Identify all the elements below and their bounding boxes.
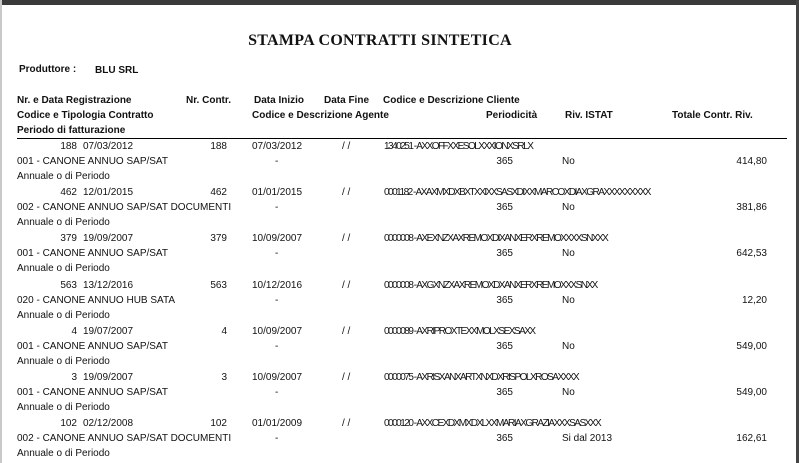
- row-data-fine: / /: [342, 372, 351, 383]
- row-agente: -: [275, 387, 279, 398]
- row-data-fine: / /: [342, 279, 351, 291]
- header-data-inizio: Data Inizio: [254, 95, 305, 106]
- row-periodicita: 365: [496, 248, 513, 260]
- row-cliente: 0000089 - AXRIPROXTEXXMOLXSEXSAXX: [384, 325, 535, 337]
- row-agente: -: [275, 433, 279, 445]
- row-contratto: 001 - CANONE ANNUO SAP/SAT: [17, 340, 168, 352]
- row-periodicita: 365: [496, 433, 513, 445]
- row-totale: 414,80: [736, 156, 767, 167]
- row-data-registrazione: 19/09/2007: [83, 372, 134, 383]
- producer-label: Produttore :: [19, 64, 77, 75]
- row-cliente: 0001182 - AXAXMXDXBXTXXIXXSASXDIXXMARCOXDIAXGRAXXXXXXXXX: [384, 187, 650, 199]
- row-totale: 549,00: [736, 340, 767, 352]
- row-riv-istat: No: [562, 387, 575, 398]
- row-totale: 12,20: [741, 294, 767, 306]
- row-periodo: Annuale o di Periodo: [17, 217, 110, 229]
- row-periodicita: 365: [496, 294, 513, 306]
- header-data-fine: Data Fine: [324, 95, 370, 106]
- row-riv-istat: No: [562, 248, 575, 260]
- row-riv-istat: No: [562, 294, 575, 306]
- header-agente: Codice e Descrizione Agente: [252, 110, 389, 121]
- header-periodo-fatturazione: Periodo di fatturazione: [17, 125, 126, 136]
- header-periodicita: Periodicità: [486, 110, 538, 121]
- row-totale: 381,86: [736, 202, 767, 214]
- row-data-inizio: 10/09/2007: [252, 325, 303, 337]
- row-periodicita: 365: [496, 387, 513, 398]
- row-riv-istat: No: [562, 340, 575, 352]
- row-contratto: 002 - CANONE ANNUO SAP/SAT DOCUMENTI: [17, 202, 232, 214]
- row-data-registrazione: 19/07/2007: [83, 325, 134, 337]
- row-nr-registrazione: 188: [60, 141, 77, 152]
- row-data-inizio: 01/01/2015: [252, 187, 303, 199]
- row-periodo: Annuale o di Periodo: [17, 402, 110, 413]
- row-totale: 642,53: [736, 248, 767, 260]
- row-periodo: Annuale o di Periodo: [17, 263, 110, 275]
- row-nr-contratto: 379: [210, 233, 227, 245]
- row-data-registrazione: 19/09/2007: [83, 233, 134, 245]
- row-periodicita: 365: [496, 202, 513, 214]
- header-nr-contr: Nr. Contr.: [186, 95, 232, 106]
- row-cliente: 1340251 - AXXOFFXXESOLXXXIONXSRLX: [384, 141, 533, 152]
- row-nr-contratto: 563: [210, 279, 227, 291]
- row-agente: -: [275, 248, 279, 260]
- row-data-inizio: 10/09/2007: [252, 233, 303, 245]
- row-nr-contratto: 462: [210, 187, 227, 199]
- row-data-registrazione: 02/12/2008: [83, 418, 134, 430]
- row-contratto: 020 - CANONE ANNUO HUB SATA: [17, 294, 175, 306]
- row-nr-contratto: 102: [210, 418, 227, 430]
- row-data-registrazione: 12/01/2015: [83, 187, 134, 199]
- row-data-fine: / /: [342, 187, 351, 199]
- row-agente: -: [275, 340, 279, 352]
- row-agente: -: [275, 156, 279, 167]
- row-data-inizio: 10/09/2007: [252, 372, 303, 383]
- row-periodo: Annuale o di Periodo: [17, 355, 110, 367]
- producer-value: BLU SRL: [95, 65, 139, 76]
- row-data-inizio: 07/03/2012: [252, 141, 303, 152]
- row-riv-istat: No: [562, 202, 575, 214]
- row-data-fine: / /: [342, 233, 351, 245]
- row-nr-registrazione: 462: [60, 187, 77, 199]
- row-nr-registrazione: 3: [71, 372, 77, 383]
- row-nr-contratto: 3: [221, 372, 227, 383]
- row-contratto: 002 - CANONE ANNUO SAP/SAT DOCUMENTI: [17, 433, 232, 445]
- window-left-border: [0, 0, 2, 463]
- header-riv-istat: Riv. ISTAT: [565, 110, 613, 121]
- row-periodo: Annuale o di Periodo: [17, 448, 110, 460]
- row-cliente: 0000075 - AXRISXANXARTXNXDXRISPOLXROSAXXXX: [384, 372, 579, 383]
- row-data-fine: / /: [342, 325, 351, 337]
- row-periodicita: 365: [496, 156, 513, 167]
- row-cliente: 0000120 - AXXCEXDXMXDXLXXMARIAXGRAZIAXXXSASXXX: [384, 418, 601, 430]
- row-data-inizio: 01/01/2009: [252, 418, 303, 430]
- header-nr-data-registrazione: Nr. e Data Registrazione: [17, 95, 132, 106]
- row-periodicita: 365: [496, 340, 513, 352]
- header-cliente: Codice e Descrizione Cliente: [383, 95, 520, 106]
- row-data-inizio: 10/12/2016: [252, 279, 303, 291]
- row-data-registrazione: 13/12/2016: [83, 279, 134, 291]
- row-periodo: Annuale o di Periodo: [17, 309, 110, 321]
- row-nr-registrazione: 102: [60, 418, 77, 430]
- row-nr-registrazione: 4: [71, 325, 77, 337]
- header-divider: [17, 138, 787, 139]
- row-cliente: 0000008 - AXEXNZXAXREMOXDIXANXERXREMOXXXXSNXXX: [384, 233, 608, 245]
- row-cliente: 0000008 - AXGXNZXAXREMOXDXANXERXREMOXXXSNXX: [384, 279, 597, 291]
- row-contratto: 001 - CANONE ANNUO SAP/SAT: [17, 156, 168, 167]
- row-totale: 162,61: [736, 433, 767, 445]
- row-contratto: 001 - CANONE ANNUO SAP/SAT: [17, 387, 168, 398]
- header-codice-tipologia-contratto: Codice e Tipologia Contratto: [17, 110, 154, 121]
- row-data-registrazione: 07/03/2012: [83, 141, 134, 152]
- row-data-fine: / /: [342, 418, 351, 430]
- window-top-border: [0, 0, 799, 5]
- row-riv-istat: No: [562, 156, 575, 167]
- row-agente: -: [275, 202, 279, 214]
- report-title: STAMPA CONTRATTI SINTETICA: [248, 32, 512, 49]
- row-totale: 549,00: [736, 387, 767, 398]
- row-contratto: 001 - CANONE ANNUO SAP/SAT: [17, 248, 168, 260]
- row-nr-registrazione: 563: [60, 279, 77, 291]
- row-data-fine: / /: [342, 141, 351, 152]
- row-riv-istat: Si dal 2013: [562, 433, 613, 445]
- row-nr-contratto: 4: [221, 325, 227, 337]
- row-periodo: Annuale o di Periodo: [17, 171, 110, 182]
- header-totale: Totale Contr. Riv.: [672, 110, 753, 121]
- row-agente: -: [275, 294, 279, 306]
- row-nr-contratto: 188: [210, 141, 227, 152]
- row-nr-registrazione: 379: [60, 233, 77, 245]
